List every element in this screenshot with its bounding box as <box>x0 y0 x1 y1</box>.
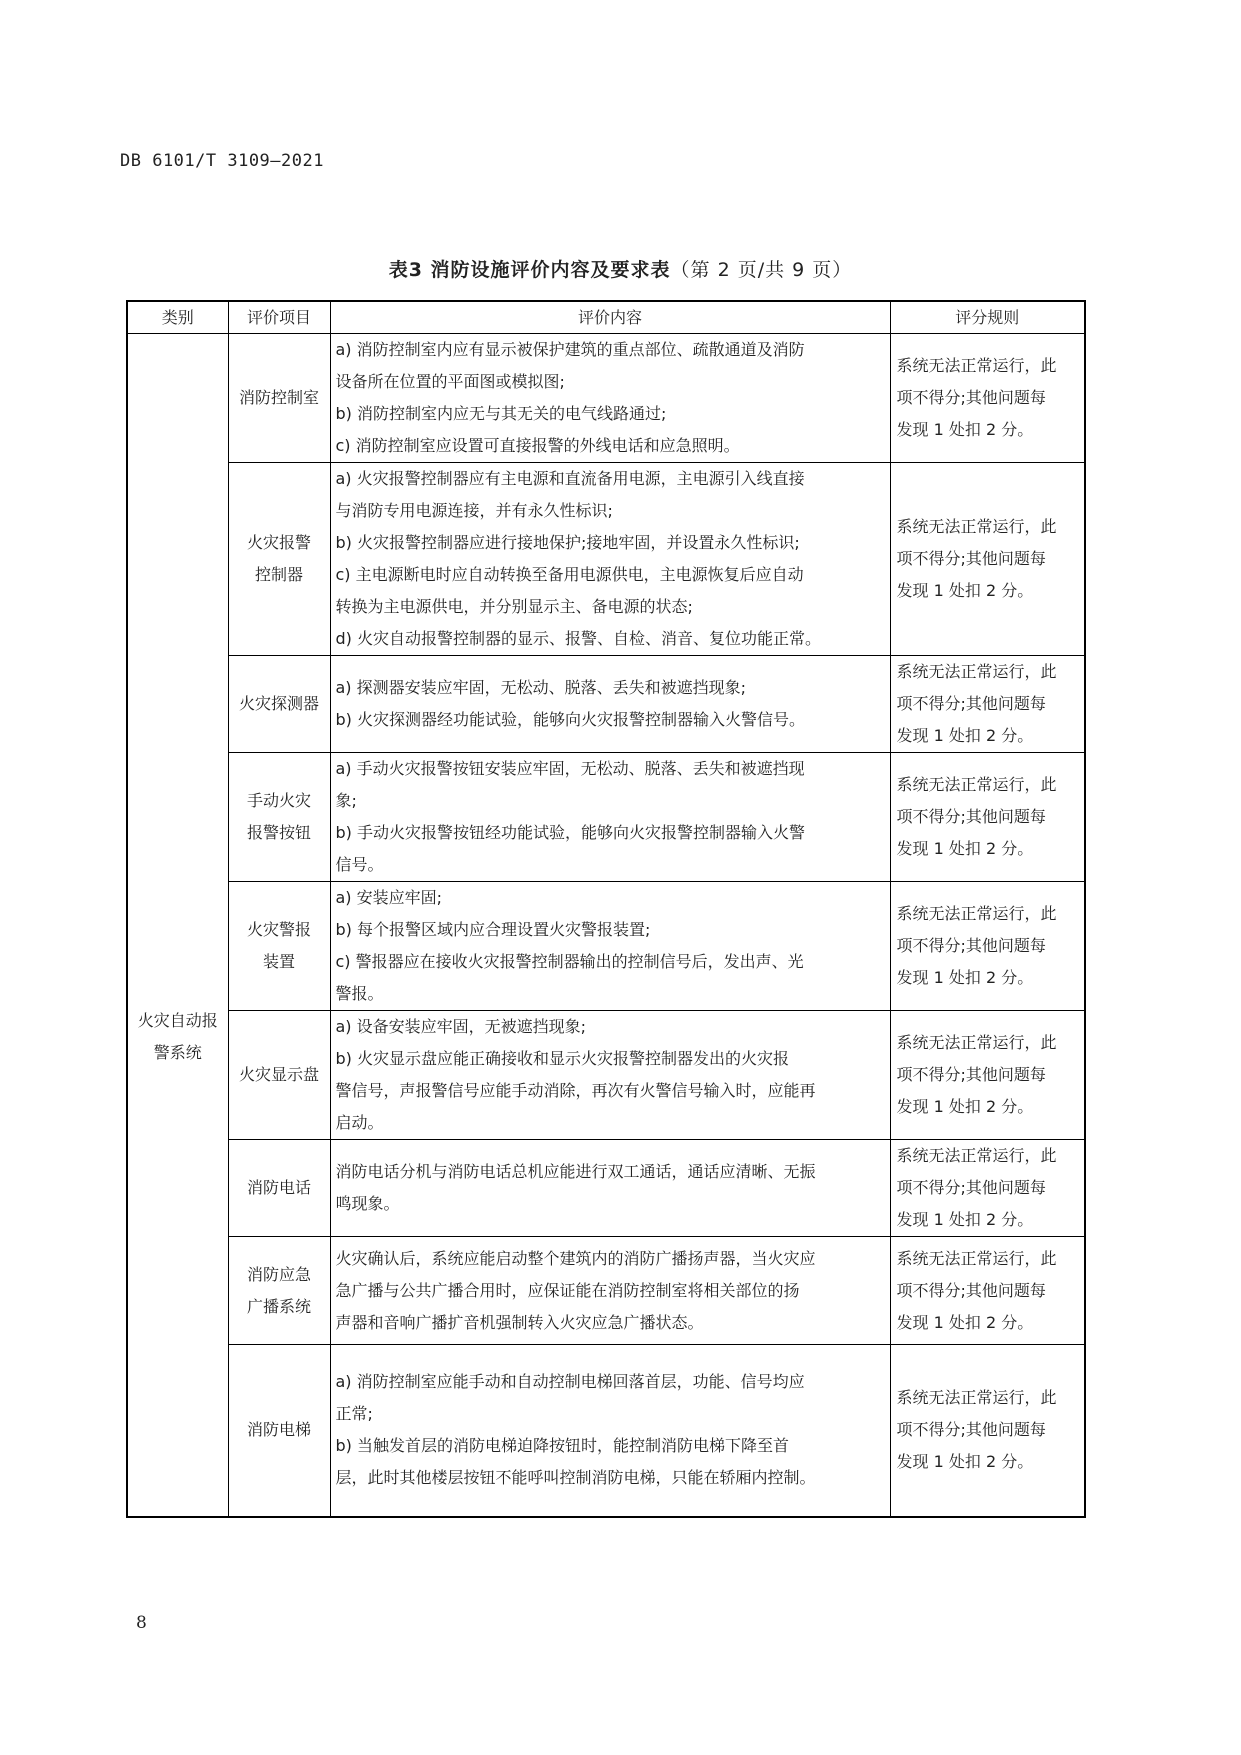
content-line: b) 火灾显示盘应能正确接收和显示火灾报警控制器发出的火灾报 <box>335 1049 789 1068</box>
table-row <box>127 1237 1085 1345</box>
content-line: 警信号，声报警信号应能手动消除，再次有火警信号输入时，应能再 <box>335 1081 816 1100</box>
column-header-category: 类别 <box>127 301 228 334</box>
rule-cell <box>890 463 1085 656</box>
item-label: 火灾警报装置 <box>246 920 311 971</box>
rule-line: 项不得分;其他问题每 <box>896 1178 1046 1197</box>
column-header-rule: 评分规则 <box>890 301 1085 334</box>
rule-line: 发现 1 处扣 2 分。 <box>896 968 1034 987</box>
item-cell <box>228 753 330 882</box>
content-line: b) 手动火灾报警按钮经功能试验，能够向火灾报警控制器输入火警 <box>335 823 805 842</box>
content-cell <box>330 334 890 463</box>
content-line: c) 消防控制室应设置可直接报警的外线电话和应急照明。 <box>335 436 740 455</box>
content-line: 设备所在位置的平面图或模拟图; <box>335 372 565 391</box>
item-cell <box>228 656 330 753</box>
table-row <box>127 1140 1085 1237</box>
item-label: 火灾探测器 <box>238 694 319 713</box>
content-line: a) 消防控制室应能手动和自动控制电梯回落首层，功能、信号均应 <box>335 1372 805 1392</box>
rule-cell <box>890 1237 1085 1345</box>
item-cell <box>228 1011 330 1140</box>
rule-line: 发现 1 处扣 2 分。 <box>896 1097 1034 1116</box>
table-row <box>127 753 1085 882</box>
rule-line: 项不得分;其他问题每 <box>896 936 1046 955</box>
content-cell <box>330 1011 890 1140</box>
document-code: DB 6101/T 3109—2021 <box>120 151 324 171</box>
rule-line: 项不得分;其他问题每 <box>896 549 1046 568</box>
rule-line: 发现 1 处扣 2 分。 <box>896 581 1034 600</box>
rule-cell <box>890 753 1085 882</box>
content-line: 消防电话分机与消防电话总机应能进行双工通话，通话应清晰、无振 <box>335 1162 816 1181</box>
content-line: d) 火灾自动报警控制器的显示、报警、自检、消音、复位功能正常。 <box>335 629 821 648</box>
table-title <box>0 255 1241 282</box>
content-line: b) 火灾报警控制器应进行接地保护;接地牢固，并设置永久性标识; <box>335 533 800 552</box>
content-line: b) 火灾探测器经功能试验，能够向火灾报警控制器输入火警信号。 <box>335 710 805 729</box>
rule-cell <box>890 1140 1085 1237</box>
rule-cell <box>890 1345 1085 1517</box>
item-cell <box>228 1140 330 1237</box>
rule-line: 发现 1 处扣 2 分。 <box>896 1312 1034 1332</box>
item-cell <box>228 334 330 463</box>
rule-line: 发现 1 处扣 2 分。 <box>896 1210 1034 1229</box>
content-line: 鸣现象。 <box>335 1194 400 1213</box>
item-label: 火灾报警控制器 <box>246 533 311 584</box>
content-line: b) 当触发首层的消防电梯迫降按钮时，能控制消防电梯下降至首 <box>335 1436 789 1456</box>
table-title-text: 表3 消防设施评价内容及要求表 <box>388 259 671 281</box>
rule-line: 发现 1 处扣 2 分。 <box>896 726 1034 745</box>
item-label: 消防电梯 <box>246 1420 311 1440</box>
content-line: 层，此时其他楼层按钮不能呼叫控制消防电梯，只能在轿厢内控制。 <box>335 1468 816 1488</box>
content-line: b) 消防控制室内应无与其无关的电气线路通过; <box>335 404 667 423</box>
content-line: 警报。 <box>335 984 384 1003</box>
table-header-row <box>127 301 1085 334</box>
content-cell <box>330 1140 890 1237</box>
rule-line: 系统无法正常运行，此 <box>896 775 1057 794</box>
content-line: 转换为主电源供电，并分别显示主、备电源的状态; <box>335 597 693 616</box>
content-line: 声器和音响广播扩音机强制转入火灾应急广播状态。 <box>335 1312 704 1332</box>
rule-line: 系统无法正常运行，此 <box>896 356 1057 375</box>
rule-line: 系统无法正常运行，此 <box>896 1248 1057 1268</box>
rule-line: 项不得分;其他问题每 <box>896 1280 1046 1300</box>
column-header-item: 评价项目 <box>228 301 330 334</box>
content-line: a) 消防控制室内应有显示被保护建筑的重点部位、疏散通道及消防 <box>335 340 805 359</box>
table-body <box>127 334 1085 1517</box>
content-line: c) 主电源断电时应自动转换至备用电源供电，主电源恢复后应自动 <box>335 565 804 584</box>
rule-line: 项不得分;其他问题每 <box>896 1065 1046 1084</box>
content-cell <box>330 882 890 1011</box>
rule-line: 系统无法正常运行，此 <box>896 1033 1057 1052</box>
table-row <box>127 1345 1085 1517</box>
rule-line: 发现 1 处扣 2 分。 <box>896 420 1034 439</box>
content-line: a) 探测器安装应牢固，无松动、脱落、丢失和被遮挡现象; <box>335 678 747 697</box>
column-header-content: 评价内容 <box>330 301 890 334</box>
content-line: a) 火灾报警控制器应有主电源和直流备用电源，主电源引入线直接 <box>335 469 805 488</box>
item-label: 消防控制室 <box>238 388 319 407</box>
content-cell <box>330 1237 890 1345</box>
rule-line: 系统无法正常运行，此 <box>896 1388 1057 1408</box>
content-cell <box>330 463 890 656</box>
content-line: a) 安装应牢固; <box>335 888 443 907</box>
content-line: 与消防专用电源连接，并有永久性标识; <box>335 501 613 520</box>
item-cell <box>228 882 330 1011</box>
rule-line: 项不得分;其他问题每 <box>896 694 1046 713</box>
content-line: 信号。 <box>335 855 384 874</box>
table-page-info: （第 2 页/共 9 页） <box>670 259 853 281</box>
rule-line: 系统无法正常运行，此 <box>896 1146 1057 1165</box>
rule-line: 发现 1 处扣 2 分。 <box>896 839 1034 858</box>
table-row <box>127 334 1085 463</box>
table-row <box>127 463 1085 656</box>
content-line: 正常; <box>335 1404 373 1424</box>
content-line: 启动。 <box>335 1113 384 1132</box>
content-line: b) 每个报警区域内应合理设置火灾警报装置; <box>335 920 651 939</box>
item-label: 消防电话 <box>246 1178 311 1197</box>
content-line: 象; <box>335 791 357 810</box>
rule-line: 系统无法正常运行，此 <box>896 517 1057 536</box>
item-cell <box>228 1237 330 1345</box>
rule-cell <box>890 334 1085 463</box>
content-cell <box>330 1345 890 1517</box>
item-cell <box>228 1345 330 1517</box>
table-row <box>127 882 1085 1011</box>
content-line: a) 手动火灾报警按钮安装应牢固，无松动、脱落、丢失和被遮挡现 <box>335 759 805 778</box>
item-cell <box>228 463 330 656</box>
rule-line: 系统无法正常运行，此 <box>896 662 1057 681</box>
rule-line: 发现 1 处扣 2 分。 <box>896 1452 1034 1472</box>
rule-cell <box>890 882 1085 1011</box>
item-label: 火灾显示盘 <box>238 1065 319 1084</box>
rule-line: 项不得分;其他问题每 <box>896 388 1046 407</box>
rule-line: 系统无法正常运行，此 <box>896 904 1057 923</box>
category-cell <box>127 334 228 1517</box>
content-cell <box>330 656 890 753</box>
item-label: 消防应急广播系统 <box>246 1264 311 1316</box>
rule-line: 项不得分;其他问题每 <box>896 807 1046 826</box>
content-line: c) 警报器应在接收火灾报警控制器输出的控制信号后，发出声、光 <box>335 952 804 971</box>
rule-line: 项不得分;其他问题每 <box>896 1420 1046 1440</box>
content-line: a) 设备安装应牢固，无被遮挡现象; <box>335 1017 587 1036</box>
rule-cell <box>890 656 1085 753</box>
content-cell <box>330 753 890 882</box>
evaluation-table <box>126 300 1086 1518</box>
table-row <box>127 656 1085 753</box>
table-row <box>127 1011 1085 1140</box>
rule-cell <box>890 1011 1085 1140</box>
content-line: 急广播与公共广播合用时，应保证能在消防控制室将相关部位的扬 <box>335 1280 800 1300</box>
page-number: 8 <box>136 1613 147 1633</box>
content-line: 火灾确认后，系统应能启动整个建筑内的消防广播扬声器，当火灾应 <box>335 1248 816 1268</box>
category-label: 火灾自动报警系统 <box>137 1010 218 1062</box>
item-label: 手动火灾报警按钮 <box>246 791 311 842</box>
